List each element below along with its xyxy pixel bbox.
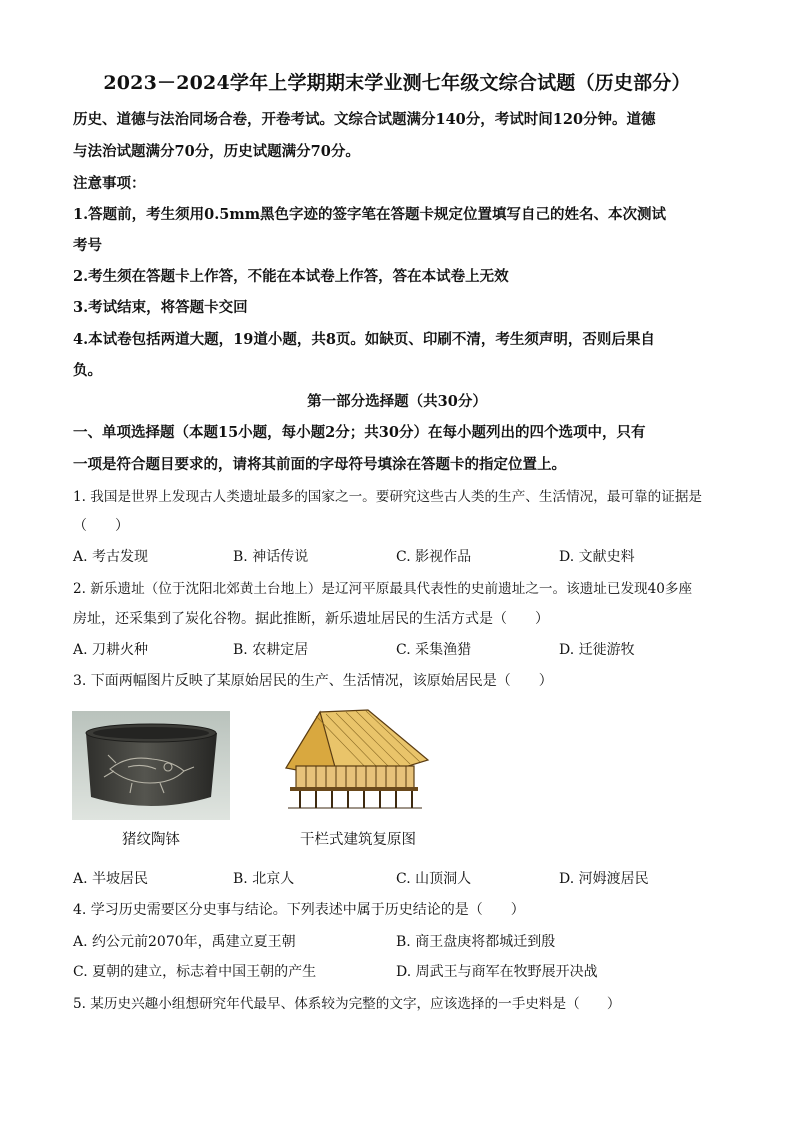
notice-line: 负。 [73,362,102,379]
option-a[interactable]: A. 约公元前2070年，禹建立夏王朝 [73,934,296,950]
section-instructions: 一项是符合题目要求的，请将其前面的字母符号填涂在答题卡的指定位置上。 [73,456,566,473]
option-b[interactable]: B. 农耕定居 [233,642,309,658]
option-d[interactable]: D. 河姆渡居民 [559,871,649,887]
option-a[interactable]: A. 刀耕火种 [73,642,149,658]
part-title: 第一部分选择题（共30分） [307,393,487,410]
question-4-options [73,931,733,951]
exam-title: 2023－2024学年上学期期末学业测七年级文综合试题（历史部分） [103,72,691,94]
notice-line: 考号 [73,237,102,254]
question-3-stem: 3. 下面两幅图片反映了某原始居民的生产、生活情况，该原始居民是（ ） [73,673,553,689]
notice-line: 4.本试卷包括两道大题，19道小题，共8页。如缺页、印刷不清，考生须声明，否则后果自 [73,331,655,348]
option-c[interactable]: C. 影视作品 [396,549,472,565]
question-1-options [73,546,733,566]
option-d[interactable]: D. 迁徙游牧 [559,642,635,658]
stilt-house-icon [282,708,430,812]
intro-line-1: 历史、道德与法治同场合卷，开卷考试。文综合试题满分140分，考试时间120分钟。道德 [73,111,656,128]
option-a[interactable]: A. 半坡居民 [73,871,149,887]
option-d[interactable]: D. 周武王与商军在牧野展开决战 [396,964,598,980]
question-2-stem: 2. 新乐遗址（位于沈阳北郊黄土台地上）是辽河平原最具代表性的史前遗址之一。该遗址已发现40多座 [73,581,693,597]
question-3-options [73,868,733,888]
pottery-caption: 猪纹陶钵 [122,832,180,848]
option-a[interactable]: A. 考古发现 [73,549,149,565]
option-b[interactable]: B. 神话传说 [233,549,309,565]
notice-line: 1.答题前，考生须用0.5mm黑色字迹的签字笔在答题卡规定位置填写自己的姓名、本次测试 [73,206,667,223]
option-b[interactable]: B. 北京人 [233,871,295,887]
notice-title: 注意事项： [73,175,146,192]
option-c[interactable]: C. 采集渔猎 [396,642,472,658]
option-c[interactable]: C. 山顶洞人 [396,871,472,887]
pig-pattern-pottery-image [72,711,230,820]
notice-line: 3.考试结束，将答题卡交回 [73,299,248,316]
section-instructions: 一、单项选择题（本题15小题，每小题2分；共30分）在每小题列出的四个选项中，只有 [73,424,646,441]
question-1-stem: 1. 我国是世界上发现古人类遗址最多的国家之一。要研究这些古人类的生产、生活情况，最可靠的证据是 [73,489,703,505]
option-c[interactable]: C. 夏朝的建立，标志着中国王朝的产生 [73,964,317,980]
option-b[interactable]: B. 商王盘庚将都城迁到殷 [396,934,556,950]
pottery-bowl-icon [72,711,230,820]
question-5-stem: 5. 某历史兴趣小组想研究年代最早、体系较为完整的文字，应该选择的一手史料是（ ） [73,996,621,1012]
intro-line-2: 与法治试题满分70分，历史试题满分70分。 [73,143,360,160]
question-1-stem: （ ） [73,518,129,534]
option-d[interactable]: D. 文献史料 [559,549,635,565]
question-4-options [73,961,733,981]
stilt-house-caption: 干栏式建筑复原图 [300,832,416,848]
stilt-house-image [282,708,430,812]
question-4-stem: 4. 学习历史需要区分史事与结论。下列表述中属于历史结论的是（ ） [73,902,525,918]
notice-line: 2.考生须在答题卡上作答，不能在本试卷上作答，答在本试卷上无效 [73,268,509,285]
question-2-options [73,639,733,659]
question-2-stem: 房址，还采集到了炭化谷物。据此推断，新乐遗址居民的生活方式是（ ） [73,611,549,627]
